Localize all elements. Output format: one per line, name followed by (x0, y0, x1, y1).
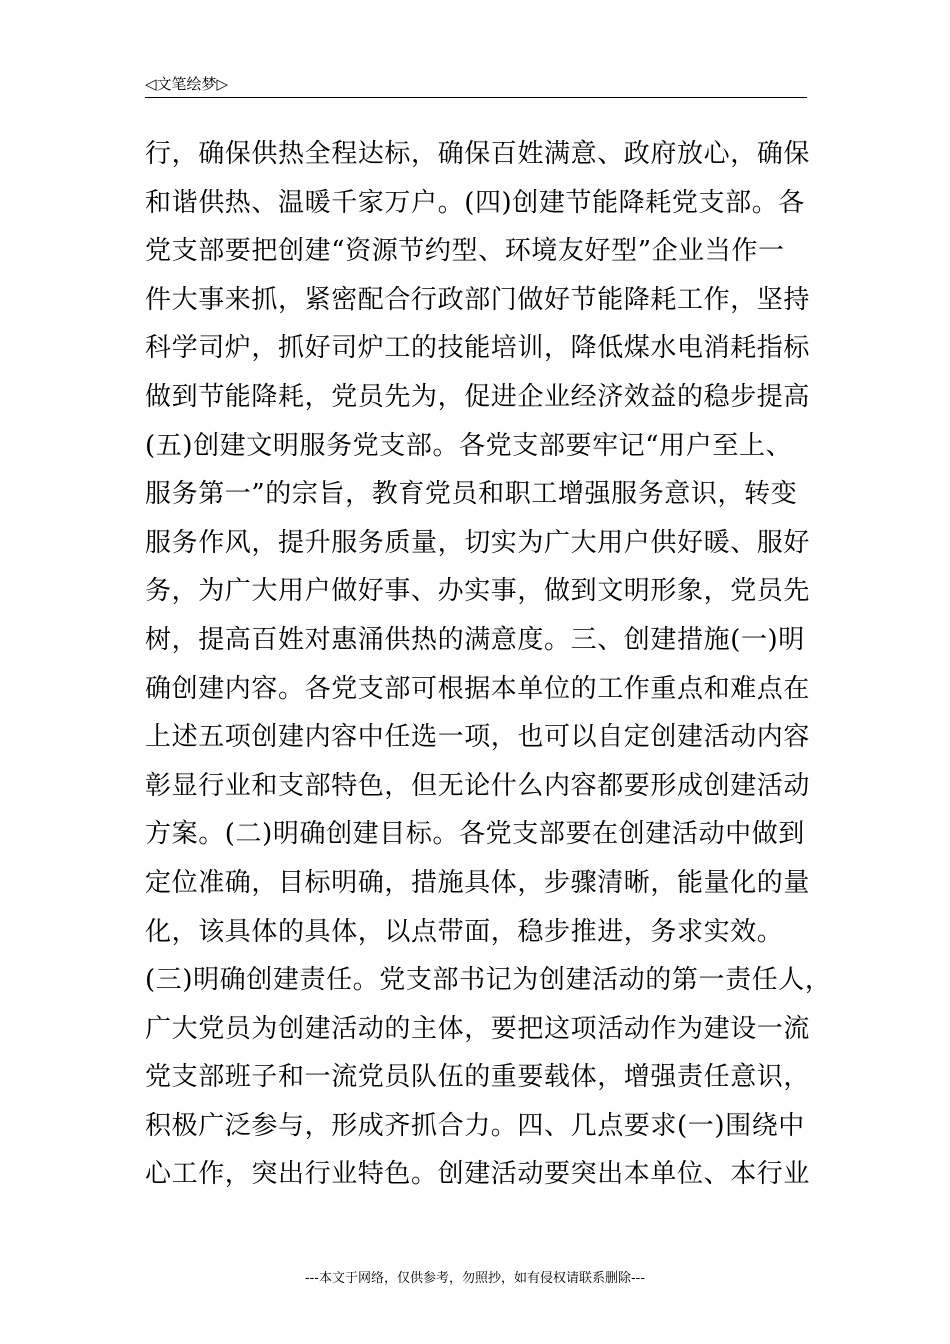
text-line: 行，确保供热全程达标，确保百姓满意、政府放心，确保 (145, 139, 811, 169)
text-line: 确创建内容。各党支部可根据本单位的工作重点和难点在 (145, 673, 811, 704)
text-line: 服务作风，提升服务质量，切实为广大用户供好暖、服好 (145, 527, 811, 558)
text-line: 心工作，突出行业特色。创建活动要突出本单位、本行业 (145, 1159, 811, 1190)
text-line: (三)明确创建责任。党支部书记为创建活动的第一责任人， (145, 965, 832, 996)
text-line: 彰显行业和支部特色，但无论什么内容都要形成创建活动 (145, 770, 811, 801)
text-line: 科学司炉，抓好司炉工的技能培训，降低煤水电消耗指标 (145, 333, 811, 364)
text-line: 件大事来抓，紧密配合行政部门做好节能降耗工作，坚持 (145, 284, 811, 315)
page-footer (0, 1270, 950, 1288)
text-line: 党支部要把创建“资源节约型、环境友好型”企业当作一 (145, 236, 785, 267)
header-rule (145, 97, 807, 98)
text-line: 树，提高百姓对惠涌供热的满意度。三、创建措施(一)明 (145, 624, 805, 655)
text-line: 上述五项创建内容中任选一项，也可以自定创建活动内容 (145, 722, 811, 753)
text-line: 服务第一”的宗旨，教育党员和职工增强服务意识，转变 (145, 479, 798, 510)
text-line: 定位准确，目标明确，措施具体，步骤清晰，能量化的量 (145, 867, 811, 898)
text-line: 化，该具体的具体，以点带面，稳步推进，务求实效。 (145, 916, 784, 947)
text-line: 做到节能降耗，党员先为，促进企业经济效益的稳步提高 (145, 381, 811, 412)
text-line: 广大党员为创建活动的主体，要把这项活动作为建设一流 (145, 1013, 811, 1044)
header-mark: ◁文笔绘梦▷ (145, 75, 229, 93)
text-line: 务，为广大用户做好事、办实事，做到文明形象，党员先 (145, 576, 811, 607)
footer-disclaimer: ---本文于网络，仅供参考，勿照抄，如有侵权请联系删除--- (304, 1271, 646, 1286)
text-line: (五)创建文明服务党支部。各党支部要牢记“用户至上、 (145, 430, 793, 461)
page-header (145, 74, 807, 96)
text-line: 党支部班子和一流党员队伍的重要载体，增强责任意识， (145, 1062, 811, 1093)
body-text (145, 130, 832, 1199)
text-line: 积极广泛参与，形成齐抓合力。四、几点要求(一)围绕中 (145, 1110, 805, 1141)
text-line: 和谐供热、温暖千家万户。(四)创建节能降耗党支部。各 (145, 187, 805, 218)
text-line: 方案。(二)明确创建目标。各党支部要在创建活动中做到 (145, 819, 805, 850)
